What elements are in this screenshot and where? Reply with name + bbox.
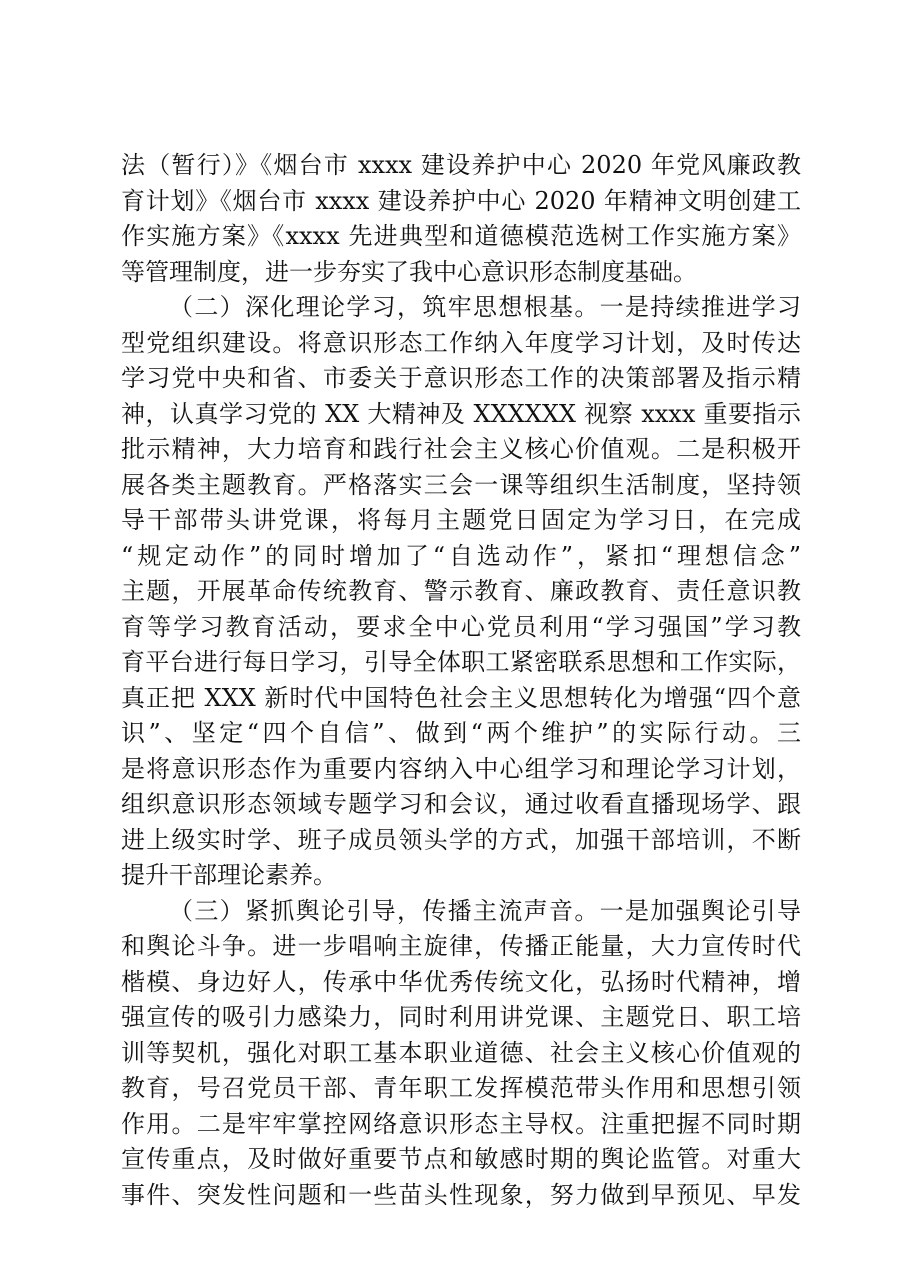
- text-line: 神，认真学习党的 XX 大精神及 XXXXXX 视察 xxxx 重要指示: [121, 399, 801, 428]
- text-line: 法（暂行）》《烟台市 xxxx 建设养护中心 2020 年党风廉政教: [121, 151, 801, 179]
- text-line: 是将意识形态作为重要内容纳入中心组学习和理论学习计划，: [121, 754, 801, 783]
- text-line: 批示精神，大力培育和践行社会主义核心价值观。二是积极开: [121, 435, 801, 463]
- text-line: 育计划》《烟台市 xxxx 建设养护中心 2020 年精神文明创建工: [121, 186, 801, 215]
- text-line: “规定动作”的同时增加了“自选动作”，紧扣“理想信念”: [121, 541, 801, 570]
- text-line: 和舆论斗争。进一步唱响主旋律，传播正能量，大力宣传时代: [121, 932, 801, 960]
- text-line: 训等契机，强化对职工基本职业道德、社会主义核心价值观的: [121, 1038, 801, 1067]
- text-line: 宣传重点，及时做好重要节点和敏感时期的舆论监管。对重大: [121, 1145, 801, 1173]
- text-line: 真正把 XXX 新时代中国特色社会主义思想转化为增强“四个意: [121, 683, 801, 712]
- text-line: 组织意识形态领域专题学习和会议，通过收看直播现场学、跟: [121, 790, 801, 818]
- text-line: 学习党中央和省、市委关于意识形态工作的决策部署及指示精: [121, 364, 801, 392]
- text-line: （二）深化理论学习，筑牢思想根基。一是持续推进学习: [169, 293, 801, 321]
- text-line: 教育，号召党员干部、青年职工发挥模范带头作用和思想引领: [121, 1074, 801, 1102]
- text-line: 强宣传的吸引力感染力，同时利用讲党课、主题党日、职工培: [121, 1003, 801, 1031]
- text-line: （三）紧抓舆论引导，传播主流声音。一是加强舆论引导: [169, 896, 801, 925]
- text-line: 等管理制度，进一步夯实了我中心意识形态制度基础。: [121, 257, 697, 286]
- text-line: 作用。二是牢牢掌控网络意识形态主导权。注重把握不同时期: [121, 1109, 801, 1138]
- text-line: 进上级实时学、班子成员领头学的方式，加强干部培训，不断: [121, 825, 801, 854]
- text-line: 识”、坚定“四个自信”、做到“两个维护”的实际行动。三: [121, 719, 801, 747]
- text-line: 育平台进行每日学习，引导全体职工紧密联系思想和工作实际，: [121, 648, 801, 676]
- text-line: 提升干部理论素养。: [121, 861, 337, 889]
- text-line: 事件、突发性问题和一些苗头性现象，努力做到早预见、早发: [121, 1180, 801, 1209]
- document-body: [121, 148, 801, 1213]
- text-line: 型党组织建设。将意识形态工作纳入年度学习计划，及时传达: [121, 328, 801, 357]
- text-line: 主题，开展革命传统教育、警示教育、廉政教育、责任意识教: [121, 577, 801, 605]
- text-line: 育等学习教育活动，要求全中心党员利用“学习强国”学习教: [121, 612, 801, 641]
- text-line: 楷模、身边好人，传承中华优秀传统文化，弘扬时代精神，增: [121, 967, 801, 996]
- text-line: 导干部带头讲党课，将每月主题党日固定为学习日，在完成: [121, 506, 801, 534]
- text-line: 作实施方案》《xxxx 先进典型和道德模范选树工作实施方案》: [121, 222, 801, 250]
- text-line: 展各类主题教育。严格落实三会一课等组织生活制度，坚持领: [121, 470, 801, 499]
